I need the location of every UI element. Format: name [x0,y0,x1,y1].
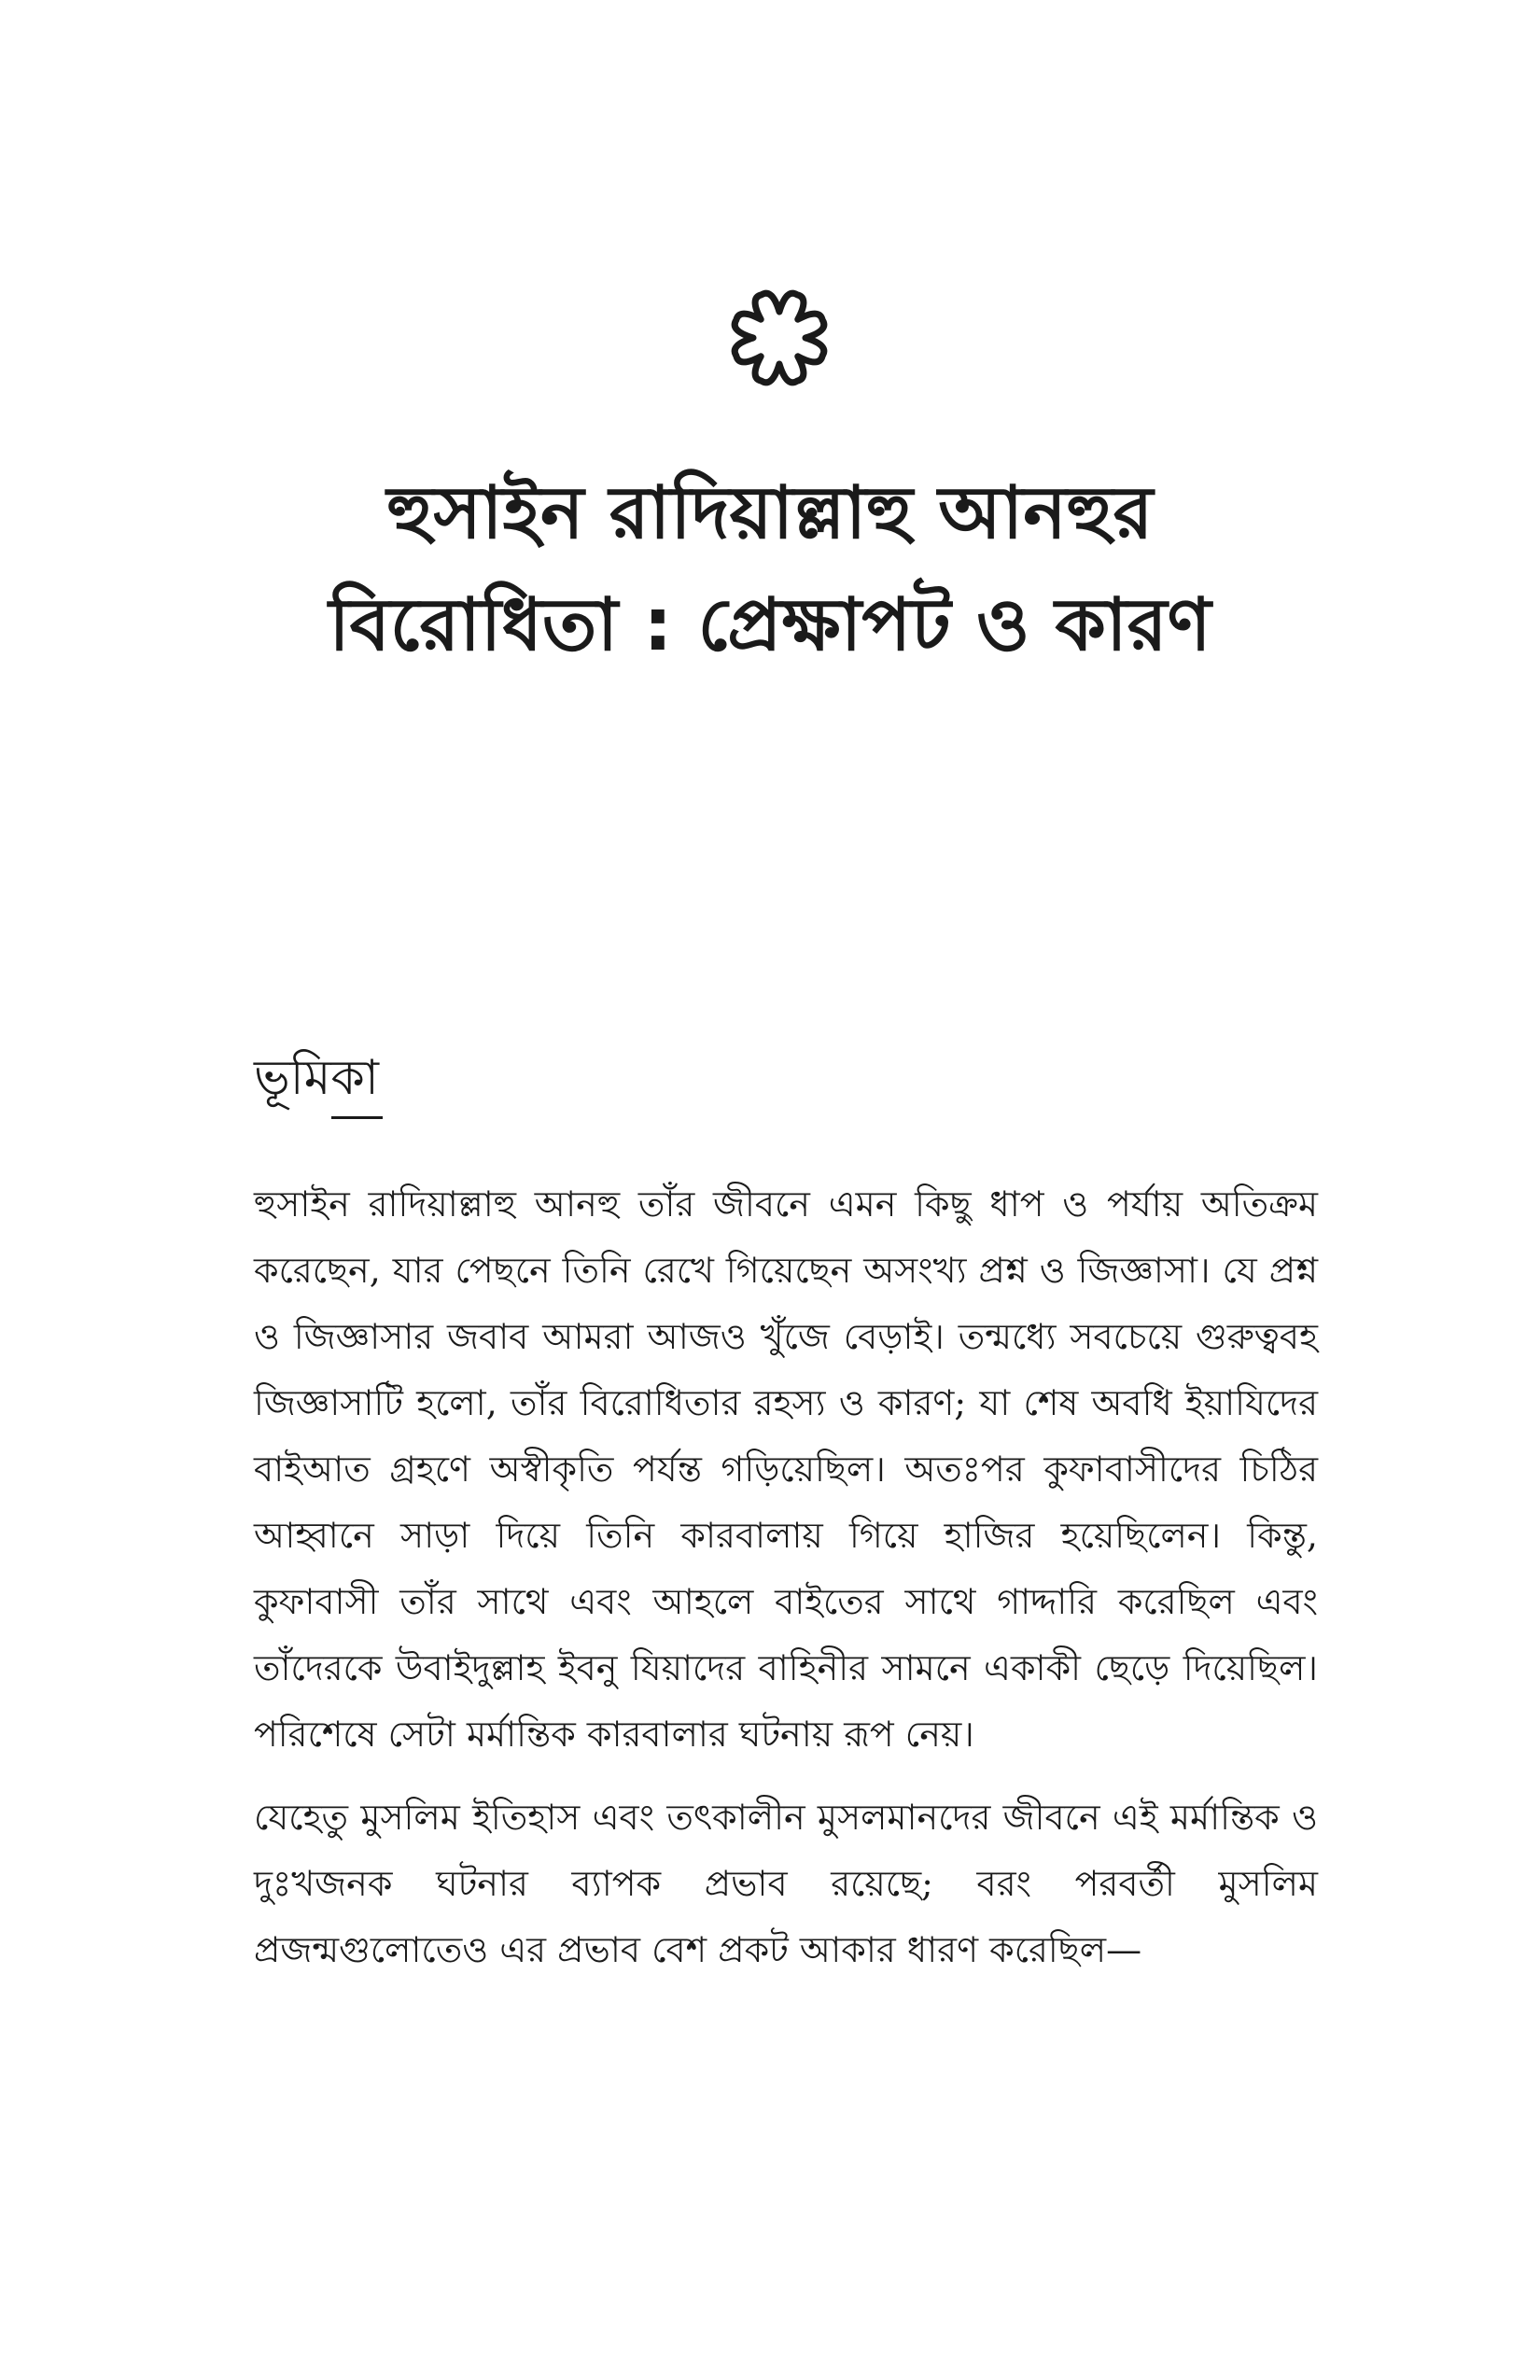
chapter-title-line-2: বিরোধিতা : প্রেক্ষাপট ও কারণ [329,583,1211,667]
chapter-title [140,457,1400,681]
ornament-outline [735,293,824,383]
ornament-svg [723,280,835,397]
heading-underline [331,1116,383,1119]
section-heading: ভূমিকা [254,1050,379,1106]
chapter-title-line-1: হুসাইন রাদিয়াল্লাহু আনহুর [386,471,1154,555]
paragraph: হুসাইন রাদিয়াল্লাহু আনহু তাঁর জীবনে এমন কিছু ধাপ ও পর্যায় অতিক্রম করেছেন, যার পেছনে তিনি রেখে গিয়েছেন অসংখ্য প্রশ্ন ও জিজ্ঞাসা। যে প্রশ্ন ও জিজ্ঞাসার জবাব আমরা আজও খুঁজে বেড়াই। তন্মধ্যে সবচেয়ে গুরুত্ববহ জিজ্ঞাসাটি হলো, তাঁর বিরোধিতার রহস্য ও কারণ; যা শেষ অবধি ইয়াযিদের বাইআত গ্রহণে অস্বীকৃতি পর্যন্ত গড়িয়েছিল। অতঃপর কুফাবাসীদের চিঠির আহ্বানে সাড়া দিয়ে তিনি কারবালায় গিয়ে হাজির হয়েছিলেন। কিন্তু, কুফাবাসী তাঁর সাথে এবং আহলে বাইতের সাথে গাদ্দারি করেছিল এবং তাঁদেরকে উবাইদুল্লাহ ইবনু যিয়াদের বাহিনীর সামনে একাকী ছেড়ে দিয়েছিল। পরিশেষে সেটা মর্মান্তিক কারবালার ঘটনায় রূপ নেয়। [254,1183,1318,1755]
paragraph: যেহেতু মুসলিম ইতিহাস এবং তৎকালীন মুসলমানদের জীবনে এই মর্মান্তিক ও দুঃখজনক ঘটনার ব্যাপক প্রভাব রয়েছে; বরং পরবর্তী মুসলিম প্রজন্মগুলোতেও এর প্রভাব বেশ প্রকট আকার ধারণ করেছিল— [254,1797,1318,1970]
eight-petal-flower-icon [723,280,835,397]
body-text [254,1171,1318,2000]
